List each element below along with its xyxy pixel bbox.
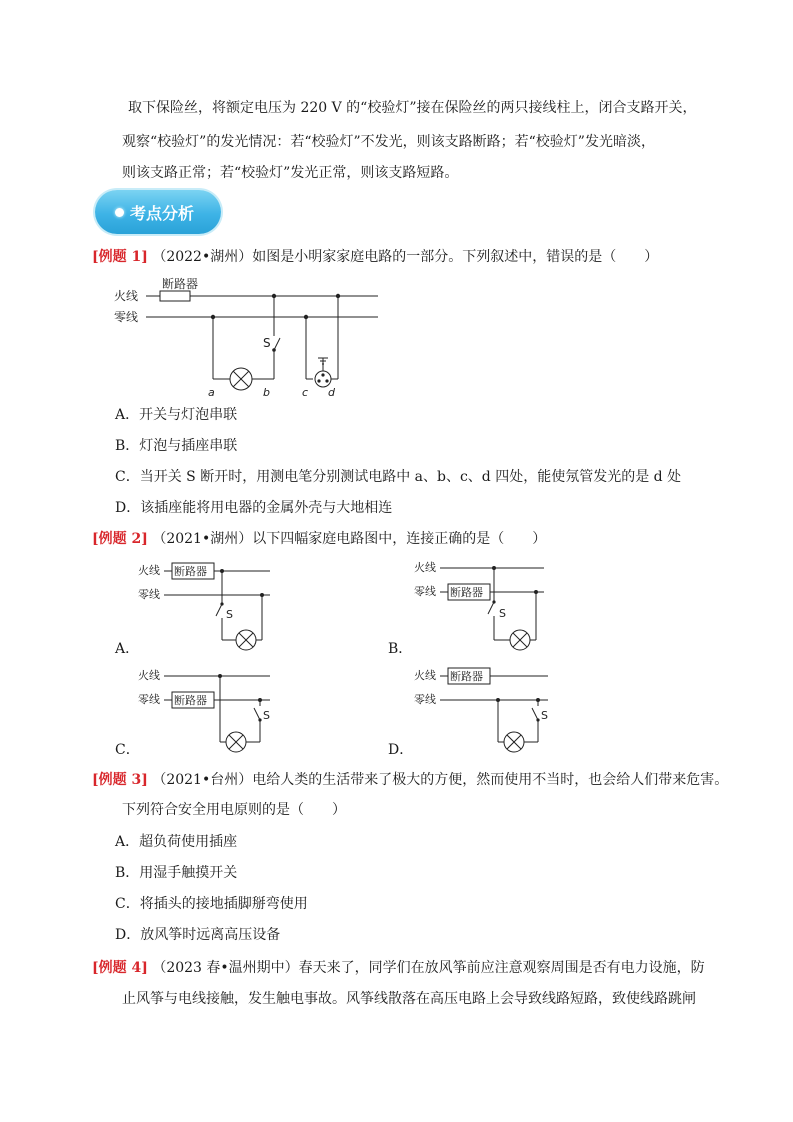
q3-tag: [例题 3]	[92, 772, 148, 788]
q2a-breaker-label: 断路器	[174, 565, 207, 578]
q4-tag: [例题 4]	[92, 960, 148, 976]
q1-point-a: a	[208, 386, 215, 399]
q2d-live-label: 火线	[414, 669, 436, 682]
q2a-live-label: 火线	[138, 564, 160, 577]
q2-circuit-a	[138, 556, 288, 656]
q2-tag: [例题 2]	[92, 531, 148, 547]
q1-point-b: b	[263, 386, 270, 399]
intro-line-1: 取下保险丝，将额定电压为 220 V 的“校验灯”接在保险丝的两只接线柱上，闭合支路开关，	[128, 100, 697, 116]
q2b-switch-label: S	[499, 607, 506, 620]
q4-stem-2: 止风筝与电线接触，发生触电事故。风筝线散落在高压电路上会导致线路短路，致使线路跳闸	[122, 991, 696, 1007]
q1-option-c: C．当开关 S 断开时，用测电笔分别测试电路中 a、b、c、d 四处，能使氖管发光的是 d 处	[115, 469, 682, 485]
q2-stem-row	[92, 529, 546, 549]
q1-switch-icon	[274, 338, 280, 350]
q2c-neutral-label: 零线	[138, 693, 160, 706]
bullet-dot-icon	[115, 208, 124, 217]
q2-circuit-d	[414, 664, 564, 760]
q3-stem-2: 下列符合安全用电原则的是（ ）	[122, 802, 346, 818]
q1-switch-label: S	[263, 336, 271, 350]
q4-stem-row	[92, 958, 705, 978]
q1-stem-row	[92, 247, 658, 267]
q2-circuit-b	[414, 556, 564, 656]
section-title: 考点分析	[130, 203, 195, 223]
q1-point-d: d	[328, 386, 335, 399]
q2c-switch-label: S	[263, 709, 270, 722]
intro-line-3: 则该支路正常；若“校验灯”发光正常，则该支路短路。	[122, 165, 459, 181]
q2a-neutral-label: 零线	[138, 588, 160, 601]
q2-label-d: D．	[388, 742, 414, 758]
q2d-neutral-label: 零线	[414, 693, 436, 706]
q1-live-label: 火线	[114, 289, 139, 303]
q3-option-d: D．放风筝时远离高压设备	[115, 927, 281, 943]
q1-breaker-icon	[160, 291, 190, 301]
q2-label-c: C．	[115, 742, 140, 758]
q3-stem-row	[92, 770, 728, 790]
q3-option-b: B．用湿手触摸开关	[115, 865, 238, 881]
q2a-switch-label: S	[226, 608, 233, 621]
q1-circuit-diagram	[108, 272, 388, 400]
q2-label-b: B．	[388, 641, 413, 657]
intro-line-2: 观察“校验灯”的发光情况：若“校验灯”不发光，则该支路断路；若“校验灯”发光暗淡，	[122, 134, 655, 150]
q2c-live-label: 火线	[138, 669, 160, 682]
q1-option-d: D．该插座能将用电器的金属外壳与大地相连	[115, 500, 393, 516]
q1-stem: （2022•湖州）如图是小明家家庭电路的一部分。下列叙述中，错误的是（ ）	[152, 249, 659, 265]
q3-stem-1: （2021•台州）电给人类的生活带来了极大的方便，然而使用不当时，也会给人们带来危害。	[152, 772, 729, 788]
section-header-kaodian	[95, 190, 221, 234]
q1-option-a: A．开关与灯泡串联	[115, 407, 238, 423]
q2c-breaker-label: 断路器	[174, 694, 207, 707]
q1-tag: [例题 1]	[92, 249, 148, 265]
q2-stem: （2021•湖州）以下四幅家庭电路图中，连接正确的是（ ）	[152, 531, 547, 547]
q1-option-b: B．灯泡与插座串联	[115, 438, 238, 454]
q2b-breaker-label: 断路器	[450, 586, 483, 599]
q3-option-a: A．超负荷使用插座	[115, 834, 238, 850]
q2d-breaker-label: 断路器	[450, 670, 483, 683]
q1-socket-icon	[315, 371, 331, 387]
q1-breaker-label: 断路器	[162, 277, 199, 291]
q2b-neutral-label: 零线	[414, 585, 436, 598]
q4-stem-1: （2023 春•温州期中）春天来了，同学们在放风筝前应注意观察周围是否有电力设施，防	[152, 960, 705, 976]
q2d-switch-label: S	[541, 709, 548, 722]
q2-circuit-c	[138, 664, 288, 760]
q2b-live-label: 火线	[414, 561, 436, 574]
q1-point-c: c	[302, 386, 309, 399]
q2-label-a: A．	[115, 641, 140, 657]
q3-option-c: C．将插头的接地插脚掰弯使用	[115, 896, 308, 912]
q1-neutral-label: 零线	[114, 310, 139, 324]
